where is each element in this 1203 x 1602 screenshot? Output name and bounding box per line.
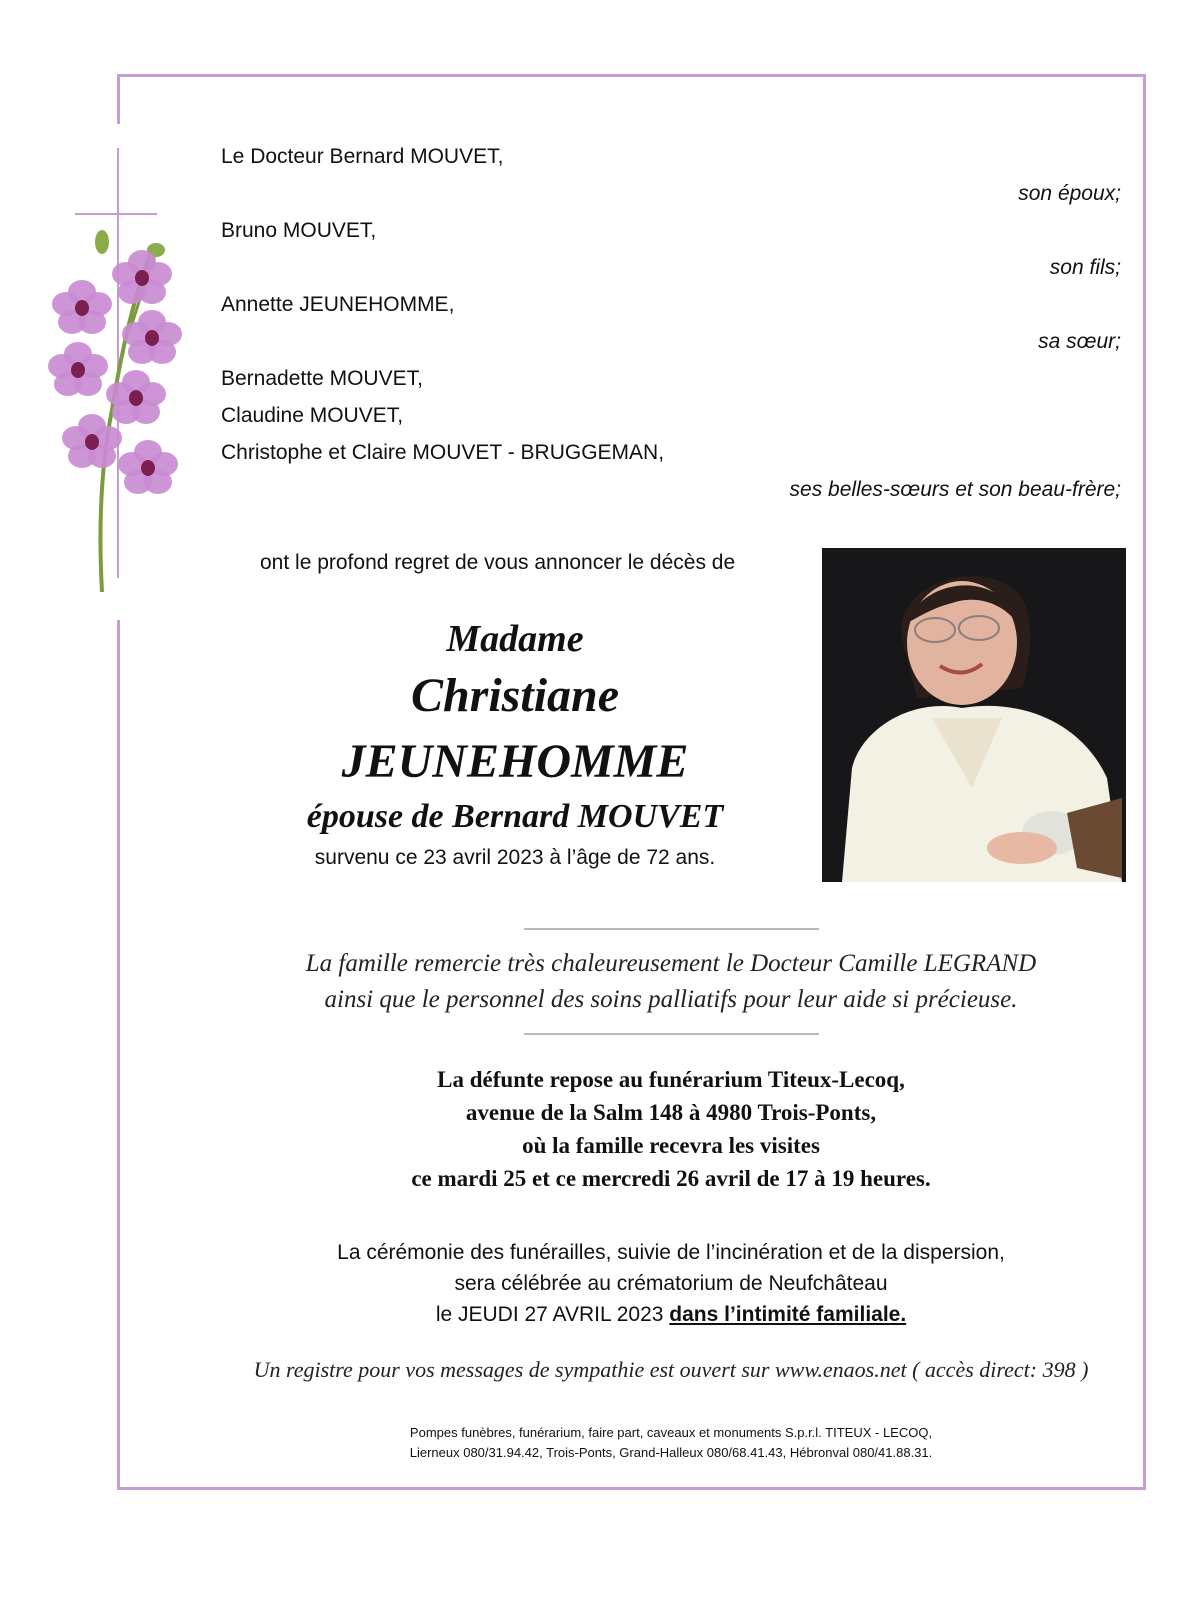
- cross-horizontal-bar: [75, 213, 157, 215]
- family-member-name: Le Docteur Bernard MOUVET,: [221, 145, 504, 168]
- ceremony-line: sera célébrée au crématorium de Neufchâteau: [454, 1272, 888, 1295]
- frame-bottom-border: [117, 1487, 1146, 1490]
- thanks-line: ainsi que le personnel des soins palliatifs pour leur aide si précieuse.: [324, 986, 1018, 1013]
- separator-line: [524, 928, 819, 930]
- family-member-name: Annette JEUNEHOMME,: [221, 293, 455, 316]
- repose-line: avenue de la Salm 148 à 4980 Trois-Ponts,: [465, 1100, 877, 1125]
- frame-right-border: [1143, 74, 1146, 1490]
- frame-left-border-top: [117, 74, 120, 124]
- deceased-dates: survenu ce 23 avril 2023 à l’âge de 72 ans.: [314, 846, 716, 869]
- orchid-illustration: [40, 220, 190, 600]
- repose-line: La défunte repose au funérarium Titeux-Lecoq,: [437, 1067, 905, 1092]
- ceremony-emphasis: dans l’intimité familiale.: [669, 1303, 907, 1326]
- family-member-name: Bruno MOUVET,: [221, 219, 377, 242]
- footer-line: Lierneux 080/31.94.42, Trois-Ponts, Grand-Halleux 080/68.41.43, Hébronval 080/41.88.31.: [409, 1445, 933, 1460]
- repose-line: ce mardi 25 et ce mercredi 26 avril de 17 à 19 heures.: [411, 1166, 931, 1191]
- ceremony-date: le JEUDI 27 AVRIL 2023: [435, 1303, 670, 1326]
- orchid-flower: [52, 280, 112, 334]
- family-member-name: Bernadette MOUVET,: [221, 367, 423, 390]
- deceased-title: Madame: [446, 618, 584, 660]
- deceased-last-name: JEUNEHOMME: [341, 735, 689, 788]
- orchid-flower: [62, 414, 122, 468]
- family-relation: ses belles-sœurs et son beau-frère;: [789, 478, 1121, 501]
- separator-line: [524, 1033, 819, 1035]
- family-member-name: Claudine MOUVET,: [221, 404, 404, 427]
- frame-left-border-bottom: [117, 620, 120, 1490]
- announcement-intro: ont le profond regret de vous annoncer le décès de: [260, 551, 736, 574]
- deceased-spouse: épouse de Bernard MOUVET: [306, 798, 724, 835]
- portrait-photo: [822, 548, 1126, 882]
- frame-top-border: [117, 74, 1146, 77]
- orchid-flower: [48, 342, 108, 396]
- family-member-name: Christophe et Claire MOUVET - BRUGGEMAN,: [221, 441, 665, 464]
- footer-line: Pompes funèbres, funérarium, faire part, caveaux et monuments S.p.r.l. TITEUX - LECOQ,: [409, 1425, 933, 1440]
- orchid-flower: [112, 250, 172, 304]
- family-relation: son époux;: [1018, 182, 1121, 205]
- ceremony-line: [200, 1303, 1142, 1327]
- ceremony-line: La cérémonie des funérailles, suivie de l’incinération et de la dispersion,: [337, 1241, 1005, 1264]
- registre-notice: Un registre pour vos messages de sympathie est ouvert sur www.enaos.net ( accès direct: 398 ): [253, 1357, 1089, 1382]
- family-relation: sa sœur;: [1038, 330, 1121, 353]
- orchid-flower: [118, 440, 178, 494]
- repose-line: où la famille recevra les visites: [522, 1133, 820, 1158]
- family-relation: son fils;: [1049, 256, 1121, 279]
- orchid-flower: [106, 370, 166, 424]
- thanks-line: La famille remercie très chaleureusement le Docteur Camille LEGRAND: [305, 950, 1037, 977]
- deceased-first-name: Christiane: [410, 669, 620, 722]
